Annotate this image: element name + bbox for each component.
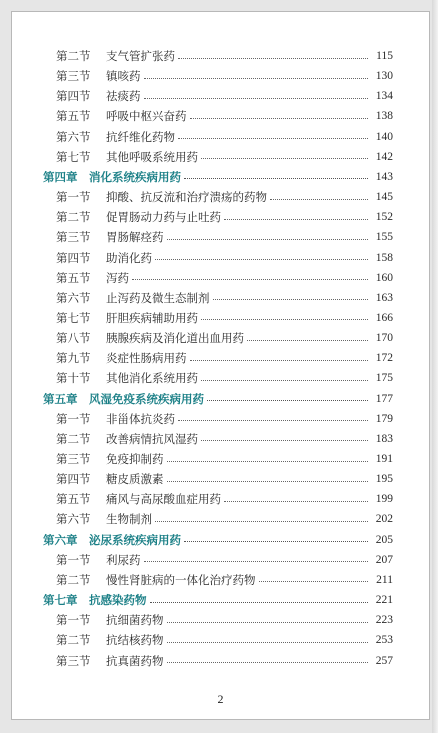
chapter-number: 第四章 xyxy=(43,169,78,184)
entry-page-number: 223 xyxy=(375,614,393,627)
dot-leader xyxy=(155,521,368,522)
section-number: 第六节 xyxy=(56,512,91,527)
dot-leader xyxy=(167,481,369,482)
section-number: 第十节 xyxy=(56,371,91,386)
entry-title: 非甾体抗炎药 xyxy=(106,411,175,426)
entry-page-number: 211 xyxy=(376,573,393,586)
dot-leader xyxy=(201,158,368,159)
toc-section-entry[interactable] xyxy=(56,87,393,105)
section-number: 第二节 xyxy=(56,49,91,63)
entry-title: 助消化药 xyxy=(106,250,152,265)
toc-section-entry[interactable] xyxy=(56,289,393,307)
section-number: 第二节 xyxy=(56,633,91,648)
entry-page-number: 143 xyxy=(375,170,393,183)
entry-page-number: 207 xyxy=(375,553,393,566)
entry-title: 改善病情抗风湿药 xyxy=(106,431,198,446)
section-number: 第四节 xyxy=(56,89,91,104)
dot-leader xyxy=(224,219,368,220)
dot-leader xyxy=(201,380,368,381)
entry-page-number: 257 xyxy=(375,654,393,667)
entry-title: 抗感染药物 xyxy=(89,593,147,608)
entry-page-number: 179 xyxy=(375,412,393,425)
entry-page-number: 115 xyxy=(376,50,393,62)
toc-section-entry[interactable] xyxy=(56,470,393,488)
dot-leader xyxy=(247,340,368,341)
toc-chapter-entry[interactable] xyxy=(43,591,393,609)
entry-page-number: 145 xyxy=(375,191,393,204)
toc-chapter-entry[interactable] xyxy=(43,390,393,408)
dot-leader xyxy=(155,259,368,260)
toc-section-entry[interactable] xyxy=(56,67,393,85)
entry-title: 止泻药及微生态制剂 xyxy=(106,290,210,305)
toc-section-entry[interactable] xyxy=(56,269,393,287)
entry-page-number: 158 xyxy=(375,251,393,264)
toc-section-entry[interactable] xyxy=(56,148,393,166)
toc-section-entry[interactable] xyxy=(56,47,393,65)
entry-title: 呼吸中枢兴奋药 xyxy=(106,109,187,124)
section-number: 第八节 xyxy=(56,331,91,346)
entry-title: 肝胆疾病辅助用药 xyxy=(106,310,198,325)
entry-page-number: 177 xyxy=(375,392,393,405)
entry-title: 胃肠解痉药 xyxy=(106,230,164,245)
dot-leader xyxy=(167,239,369,240)
toc-section-entry[interactable] xyxy=(56,309,393,327)
dot-leader xyxy=(167,622,369,623)
dot-leader xyxy=(144,78,369,79)
page-edge xyxy=(432,0,438,733)
dot-leader xyxy=(224,501,368,502)
entry-title: 抑酸、抗反流和治疗溃疡的药物 xyxy=(106,190,267,205)
toc-section-entry[interactable] xyxy=(56,551,393,569)
dot-leader xyxy=(144,98,369,99)
section-number: 第六节 xyxy=(56,129,91,144)
toc-section-entry[interactable] xyxy=(56,188,393,206)
entry-title: 泌尿系统疾病用药 xyxy=(89,532,181,547)
entry-page-number: 191 xyxy=(375,453,393,465)
toc-section-entry[interactable] xyxy=(56,450,393,468)
entry-title: 其他消化系统用药 xyxy=(106,371,198,386)
entry-page-number: 183 xyxy=(375,432,393,445)
toc-chapter-entry[interactable] xyxy=(43,168,393,186)
entry-page-number: 199 xyxy=(375,493,393,506)
dot-leader xyxy=(259,581,369,582)
entry-page-number: 152 xyxy=(375,211,393,224)
section-number: 第一节 xyxy=(56,411,91,426)
entry-page-number: 155 xyxy=(375,231,393,244)
section-number: 第七节 xyxy=(56,310,91,325)
entry-title: 泻药 xyxy=(106,270,129,285)
entry-page-number: 134 xyxy=(375,90,393,103)
entry-title: 慢性肾脏病的一体化治疗药物 xyxy=(106,572,256,587)
dot-leader xyxy=(167,662,369,663)
dot-leader xyxy=(201,319,368,320)
toc-section-entry[interactable] xyxy=(56,249,393,267)
dot-leader xyxy=(178,138,368,139)
dot-leader xyxy=(190,360,369,361)
dot-leader xyxy=(150,602,369,603)
dot-leader xyxy=(201,440,368,441)
section-number: 第三节 xyxy=(56,230,91,245)
section-number: 第二节 xyxy=(56,431,91,446)
entry-page-number: 205 xyxy=(375,533,393,546)
chapter-number: 第七章 xyxy=(43,593,78,608)
entry-title: 炎症性肠病用药 xyxy=(106,351,187,366)
toc-section-entry[interactable] xyxy=(56,631,393,649)
entry-page-number: 253 xyxy=(375,634,393,647)
entry-title: 支气管扩张药 xyxy=(106,49,175,63)
toc-section-entry[interactable] xyxy=(56,349,393,367)
entry-title: 抗纤维化药物 xyxy=(106,129,175,144)
entry-title: 抗真菌药物 xyxy=(106,653,164,668)
entry-page-number: 170 xyxy=(375,332,393,345)
entry-title: 消化系统疾病用药 xyxy=(89,169,181,184)
toc-section-entry[interactable] xyxy=(56,652,393,670)
section-number: 第三节 xyxy=(56,653,91,668)
toc-section-entry[interactable] xyxy=(56,571,393,589)
entry-title: 抗细菌药物 xyxy=(106,613,164,628)
section-number: 第一节 xyxy=(56,190,91,205)
dot-leader xyxy=(190,118,369,119)
entry-title: 生物制剂 xyxy=(106,512,152,527)
entry-page-number: 166 xyxy=(375,311,393,324)
entry-page-number: 138 xyxy=(375,110,393,123)
entry-title: 祛痰药 xyxy=(106,89,141,104)
section-number: 第四节 xyxy=(56,472,91,487)
dot-leader xyxy=(213,299,369,300)
entry-title: 糖皮质激素 xyxy=(106,472,164,487)
entry-page-number: 140 xyxy=(375,130,393,143)
dot-leader xyxy=(132,279,368,280)
toc-section-entry[interactable] xyxy=(56,369,393,387)
entry-title: 胰腺疾病及消化道出血用药 xyxy=(106,331,244,346)
dot-leader xyxy=(207,400,368,401)
dot-leader xyxy=(167,642,369,643)
entry-title: 镇咳药 xyxy=(106,69,141,84)
toc-section-entry[interactable] xyxy=(56,228,393,246)
toc-section-entry[interactable] xyxy=(56,510,393,528)
section-number: 第六节 xyxy=(56,290,91,305)
section-number: 第四节 xyxy=(56,250,91,265)
section-number: 第二节 xyxy=(56,210,91,225)
entry-title: 痛风与高尿酸血症用药 xyxy=(106,492,221,507)
toc-section-entry[interactable] xyxy=(56,430,393,448)
entry-page-number: 163 xyxy=(375,291,393,304)
entry-page-number: 195 xyxy=(375,473,393,486)
entry-page-number: 130 xyxy=(375,70,393,83)
entry-page-number: 160 xyxy=(375,271,393,284)
entry-title: 其他呼吸系统用药 xyxy=(106,149,198,164)
chapter-number: 第五章 xyxy=(43,391,78,406)
section-number: 第七节 xyxy=(56,149,91,164)
toc-section-entry[interactable] xyxy=(56,107,393,125)
toc-section-entry[interactable] xyxy=(56,128,393,146)
section-number: 第五节 xyxy=(56,109,91,124)
entry-title: 利尿药 xyxy=(106,552,141,567)
entry-page-number: 175 xyxy=(375,372,393,385)
page-number: 2 xyxy=(217,692,224,706)
toc-section-entry[interactable] xyxy=(56,490,393,508)
dot-leader xyxy=(144,561,369,562)
entry-title: 免疫抑制药 xyxy=(106,452,164,466)
dot-leader xyxy=(184,178,368,179)
section-number: 第五节 xyxy=(56,492,91,507)
section-number: 第一节 xyxy=(56,613,91,628)
toc-section-entry[interactable] xyxy=(56,611,393,629)
entry-page-number: 202 xyxy=(375,513,393,526)
entry-title: 风湿免疫系统疾病用药 xyxy=(89,391,204,406)
chapter-number: 第六章 xyxy=(43,532,78,547)
dot-leader xyxy=(270,199,368,200)
section-number: 第九节 xyxy=(56,351,91,366)
toc-section-entry[interactable] xyxy=(56,208,393,226)
entry-title: 促胃肠动力药与止吐药 xyxy=(106,210,221,225)
toc-section-entry[interactable] xyxy=(56,329,393,347)
entry-title: 抗结核药物 xyxy=(106,633,164,648)
dot-leader xyxy=(178,420,368,421)
section-number: 第一节 xyxy=(56,552,91,567)
section-number: 第三节 xyxy=(56,452,91,466)
dot-leader xyxy=(178,58,368,59)
toc-chapter-entry[interactable] xyxy=(43,531,393,549)
document-page xyxy=(11,11,430,720)
section-number: 第五节 xyxy=(56,270,91,285)
dot-leader xyxy=(167,461,369,462)
entry-page-number: 221 xyxy=(375,594,393,607)
toc-section-entry[interactable] xyxy=(56,410,393,428)
entry-page-number: 142 xyxy=(375,150,393,163)
dot-leader xyxy=(184,541,368,542)
section-number: 第三节 xyxy=(56,69,91,84)
section-number: 第二节 xyxy=(56,572,91,587)
entry-page-number: 172 xyxy=(375,352,393,365)
